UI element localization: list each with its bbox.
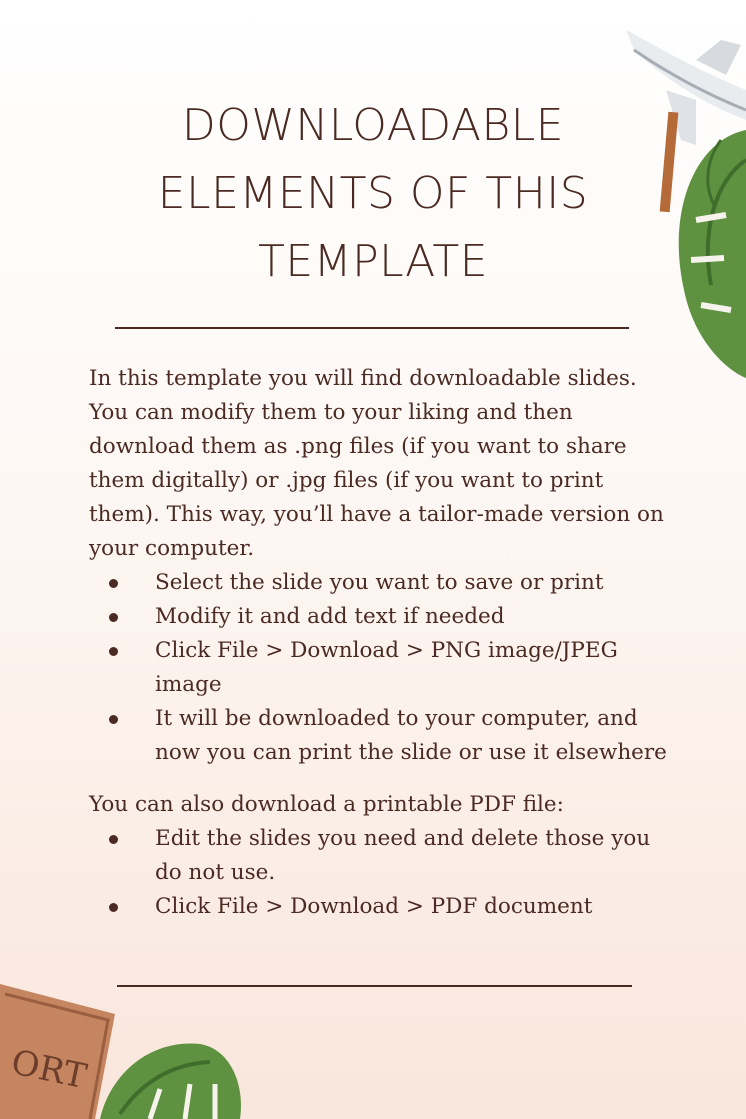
passport-icon (0, 984, 115, 1119)
content-body (89, 362, 669, 924)
list-item: Click File > Download > PNG image/JPEG image (89, 634, 669, 702)
list-item: Modify it and add text if needed (89, 600, 669, 634)
pdf-steps-list (89, 822, 669, 924)
passport-stamp-text: ORT (7, 1042, 90, 1098)
download-steps-list (89, 566, 669, 770)
pdf-intro-paragraph: You can also download a printable PDF file: (89, 792, 564, 817)
list-item: Select the slide you want to save or print (89, 566, 669, 600)
page-title: DOWNLOADABLE ELEMENTS OF THIS TEMPLATE (157, 100, 589, 287)
title-divider (115, 327, 629, 329)
monstera-leaf-icon (679, 130, 746, 378)
list-item: Edit the slides you need and delete those you do not use. (89, 822, 669, 890)
intro-paragraph: In this template you will find downloadable slides. You can modify them to your liking and then download them as .png files (if you want to share them digitally) or .jpg files (if you want to print them). This way, you’ll have a tailor-made version on your computer. (89, 366, 664, 561)
bottom-divider (117, 985, 632, 987)
list-item: It will be downloaded to your computer, and now you can print the slide or use it elsewhere (89, 702, 669, 770)
monstera-leaf-icon (100, 1044, 241, 1119)
list-item: Click File > Download > PDF document (89, 890, 669, 924)
passport-leaf-illustration (0, 984, 250, 1119)
